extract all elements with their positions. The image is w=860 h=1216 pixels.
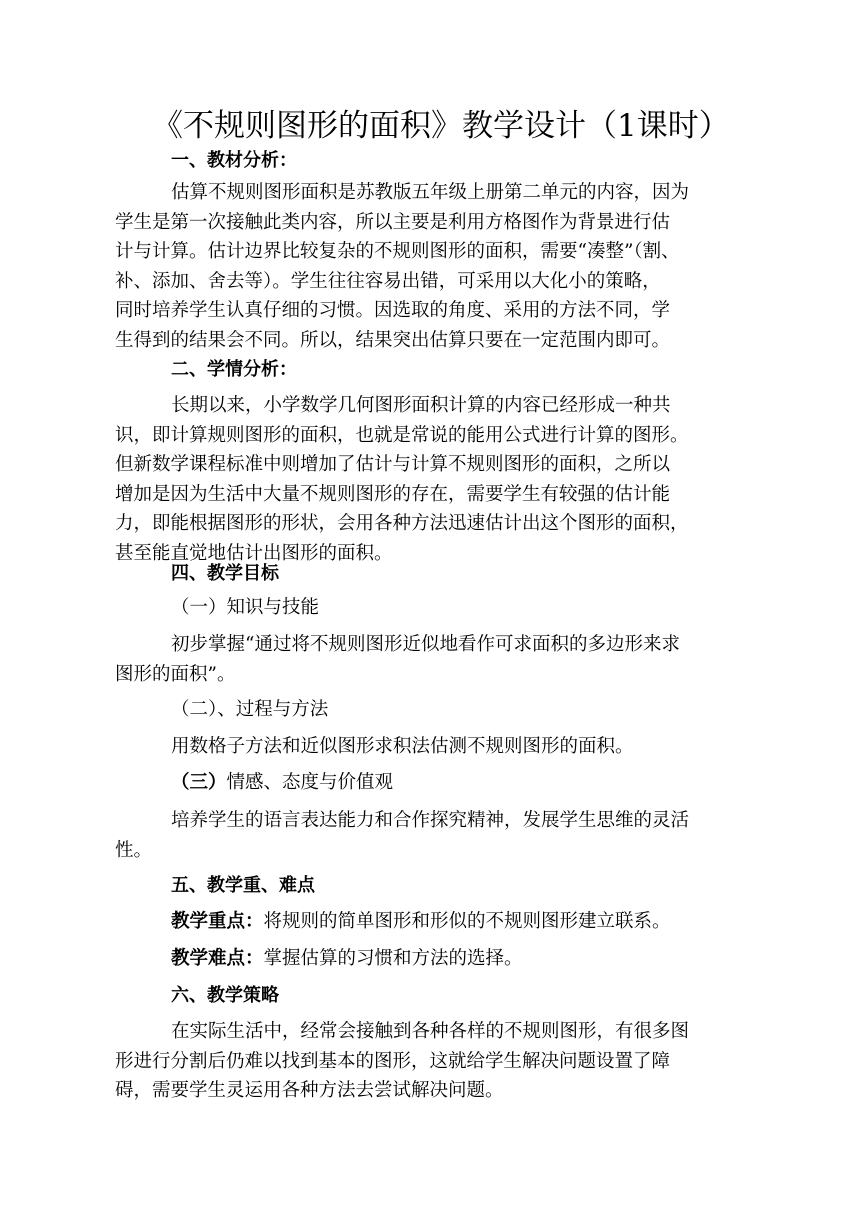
paragraph-line: 性。 [115, 839, 153, 861]
paragraph-line: 识，即计算规则图形的面积，也就是常说的能用公式进行计算的图形。 [115, 424, 689, 446]
paragraph-line: 但新数学课程标准中则增加了估计与计算不规则图形的面积，之所以 [115, 454, 671, 475]
section-heading-teaching-material: 一、教材分析： [171, 150, 297, 171]
paragraph-line: 碍，需要学生灵运用各种方法去尝试解决问题。 [115, 1080, 504, 1101]
section-heading-student-analysis: 二、学情分析： [171, 359, 297, 380]
paragraph-line: 力，即能根据图形的形状，会用各种方法迅速估计出这个图形的面积， [115, 513, 689, 534]
subheading-knowledge-skills: （一）知识与技能 [171, 597, 320, 618]
paragraph-student-analysis [115, 391, 733, 568]
paragraph-line: 图形的面积”。 [115, 663, 236, 685]
section-heading-teaching-objectives: 四、教学目标 [171, 563, 279, 584]
paragraph-line: 在实际生活中，经常会接触到各种各样的不规则图形，有很多图 [171, 1021, 690, 1042]
section-heading-teaching-strategy: 六、教学策略 [171, 985, 279, 1006]
subheading-text: 情感、态度与价值观 [226, 772, 394, 793]
subheading-emotion-attitude-values [171, 770, 393, 796]
difficult-point-label: 教学难点： [171, 948, 264, 969]
subheading-process-methods: （二）、过程与方法 [171, 699, 329, 720]
key-point-text: 将规则的简单图形和形似的不规则图形建立联系。 [263, 911, 671, 932]
paragraph-line: 初步掌握“通过将不规则图形近似地看作可求面积的多边形来求 [171, 634, 680, 655]
paragraph-line: 培养学生的语言表达能力和合作探究精神，发展学生思维的灵活 [171, 810, 690, 831]
paragraph-line: 长期以来，小学数学几何图形面积计算的内容已经形成一种共 [171, 395, 671, 416]
key-point-label: 教学重点： [171, 911, 264, 932]
paragraph-teaching-material [115, 178, 733, 355]
paragraph-line: 补、添加、舍去等）。学生往往容易出错，可采用以大化小的策略， [115, 270, 661, 292]
subheading-number: （三） [171, 772, 227, 793]
paragraph-line: 计与计算。估计边界比较复杂的不规则图形的面积，需要“凑整”（割、 [115, 241, 680, 262]
paragraph-emotion-attitude-values [115, 806, 733, 865]
paragraph-line: 同时培养学生认真仔细的习惯。因选取的角度、采用的方法不同，学 [115, 300, 671, 321]
paragraph-line: 甚至能直觉地估计出图形的面积。 [115, 542, 393, 564]
paragraph-line: 增加是因为生活中大量不规则图形的存在，需要学生有较强的估计能 [115, 483, 671, 505]
difficult-point-line [171, 946, 523, 972]
paragraph-line: 生得到的结果会不同。所以，结果突出估算只要在一定范围内即可。 [115, 329, 671, 351]
paragraph-knowledge-skills [115, 630, 733, 689]
paragraph-line: 形进行分割后仍难以找到基本的图形，这就给学生解决问题设置了障 [115, 1050, 671, 1072]
section-heading-key-difficult-points: 五、教学重、难点 [171, 875, 315, 896]
difficult-point-text: 掌握估算的习惯和方法的选择。 [263, 948, 523, 969]
document-title: 《不规则图形的面积》教学设计（1课时） [152, 108, 730, 144]
paragraph-line: 学生是第一次接触此类内容，所以主要是利用方格图作为背景进行估 [115, 211, 671, 233]
paragraph-teaching-strategy [115, 1017, 733, 1106]
paragraph-process-methods: 用数格子方法和近似图形求积法估测不规则图形的面积。 [171, 736, 634, 757]
paragraph-line: 估算不规则图形面积是苏教版五年级上册第二单元的内容，因为 [171, 182, 690, 203]
key-point-line [171, 909, 671, 935]
